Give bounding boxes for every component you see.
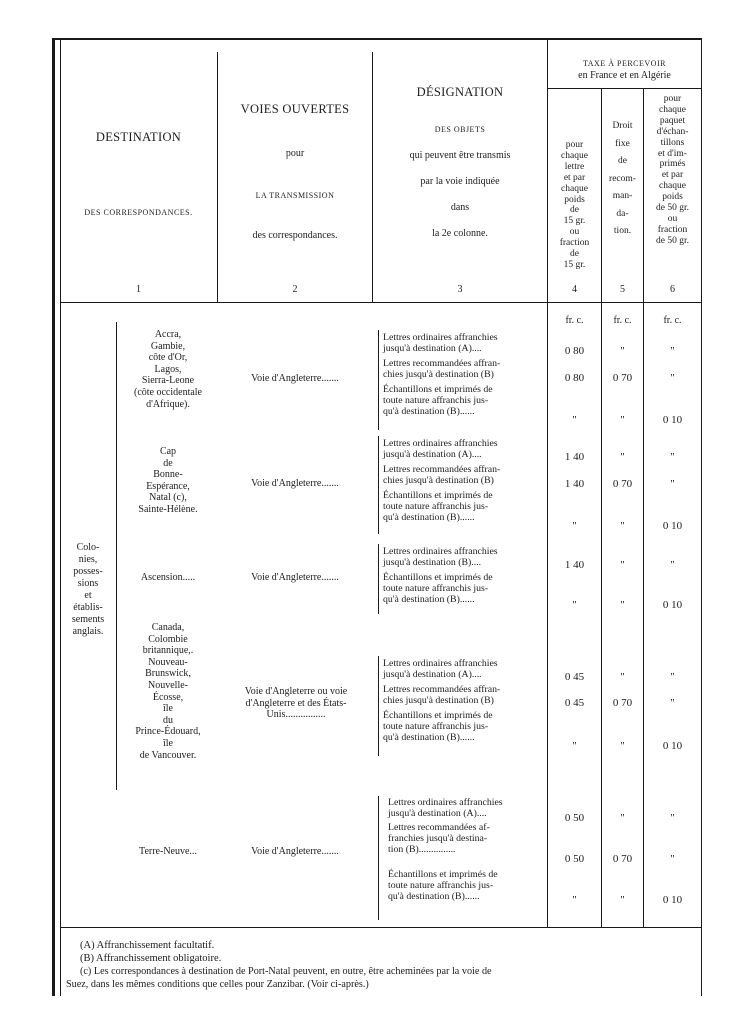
row-1-item-2-c6: " (670, 372, 675, 384)
header-col4-text: pour chaque lettre et par chaque poids de 15 gr. ou fraction de 15 gr. (559, 140, 590, 270)
header-destination-title: DESTINATION (95, 130, 182, 144)
row-5-item-2-c5: 0 70 (612, 853, 633, 865)
header-bottom-rule (60, 302, 701, 303)
row-3-item-2-c5: " (620, 599, 625, 611)
header-col-num-6: 6 (670, 284, 675, 295)
left-rule-thin (60, 38, 61, 996)
row-2-destination: Cap de Bonne- Espérance, Natal (c), Sainte-Hélène. (138, 446, 198, 515)
header-destination-sub: DES CORRESPONDANCES. (84, 208, 193, 217)
row-3-item-2-c4: " (572, 599, 577, 611)
row-4-item-2-c5: 0 70 (612, 697, 633, 709)
row-5-bracket (378, 796, 379, 920)
row-3-bracket (378, 544, 379, 614)
row-1-voie: Voie d'Angleterre....... (251, 373, 339, 384)
row-2-item-1-text: Lettres ordinaires affranchies jusqu'à destination (A).... (383, 438, 498, 461)
row-5-item-1-text: Lettres ordinaires affranchies jusqu'à destination (A).... (388, 797, 503, 820)
row-2-bracket (378, 436, 379, 534)
row-5-voie: Voie d'Angleterre....... (251, 846, 339, 857)
header-col-num-4: 4 (572, 284, 577, 295)
row-2-voie: Voie d'Angleterre....... (251, 478, 339, 489)
row-1-item-2-text: Lettres recommandées affran- chies jusqu'à destination (B) (383, 358, 501, 381)
row-1-item-1-c4: 0 80 (564, 345, 585, 357)
row-4-bracket (378, 656, 379, 756)
row-4-item-1-c6: " (670, 671, 675, 683)
footnote-c-line1: (c) Les correspondances à destination de Port-Natal peuvent, en outre, être acheminées par la voie de (80, 966, 492, 977)
header-voies-line4: des correspondances. (252, 230, 338, 241)
row-5-item-2-c6: " (670, 853, 675, 865)
row-1-item-1-text: Lettres ordinaires affranchies jusqu'à destination (A).... (383, 332, 498, 355)
row-1-item-2-c4: 0 80 (564, 372, 585, 384)
row-3-voie: Voie d'Angleterre....... (251, 572, 339, 583)
row-5-item-3-c5: " (620, 894, 625, 906)
row-4-item-1-c5: " (620, 671, 625, 683)
row-1-item-3-c5: " (620, 414, 625, 426)
row-4-item-3-text: Échantillons et imprimés de toute nature affranchis jus- qu'à destination (B)...... (383, 710, 493, 744)
row-2-item-2-c5: 0 70 (612, 478, 633, 490)
footnote-c-line2: Suez, dans les mêmes conditions que celles pour Zanzibar. (Voir ci-après.) (66, 979, 369, 990)
row-2-item-3-c6: 0 10 (662, 520, 683, 532)
row-1-item-1-c6: " (670, 345, 675, 357)
row-3-item-1-c6: " (670, 559, 675, 571)
header-designation-line5: dans (450, 202, 470, 213)
row-4-item-2-c4: 0 45 (564, 697, 585, 709)
header-designation-line6: la 2e colonne. (432, 228, 488, 239)
header-col6-text: pour chaque paquet d'échan- tillons et d'im- primés et par chaque poids de 50 gr. ou fraction de 50 gr. (656, 94, 689, 246)
row-2-item-3-c5: " (620, 520, 625, 532)
row-2-item-1-c5: " (620, 451, 625, 463)
row-4-destination: Canada, Colombie britannique,. Nouveau- Brunswick, Nouvelle- Écosse, île du Prince-Édouard, île de Vancouver. (135, 622, 201, 761)
row-3-item-2-c6: 0 10 (662, 599, 683, 611)
row-1-item-3-c6: 0 10 (662, 414, 683, 426)
header-voies-line2: pour (285, 148, 305, 159)
row-1-item-3-text: Échantillons et imprimés de toute nature affranchis jus- qu'à destination (B)...... (383, 384, 493, 418)
row-5-item-1-c4: 0 50 (564, 812, 585, 824)
header-col-num-3: 3 (457, 284, 463, 295)
table-bottom-rule (60, 927, 701, 928)
row-2-item-1-c6: " (670, 451, 675, 463)
row-5-item-2-c4: 0 50 (564, 853, 585, 865)
row-4-item-2-text: Lettres recommandées affran- chies jusqu'à destination (B) (383, 684, 501, 707)
row-3-item-1-text: Lettres ordinaires affranchies jusqu'à destination (B).... (383, 546, 498, 569)
row-1-destination: Accra, Gambie, côte d'Or, Lagos, Sierra-Leone (côte occidentale d'Afrique). (133, 329, 202, 410)
row-2-item-3-text: Échantillons et imprimés de toute nature affranchis jus- qu'à destination (B)...... (383, 490, 493, 524)
header-designation-title: DÉSIGNATION (416, 85, 504, 99)
group-brace (116, 322, 117, 790)
row-4-item-3-c4: " (572, 740, 577, 752)
unit-col4: fr. c. (565, 315, 584, 326)
row-4-item-3-c5: " (620, 740, 625, 752)
top-rule (52, 38, 702, 40)
row-5-item-3-c6: 0 10 (662, 894, 683, 906)
row-3-item-1-c5: " (620, 559, 625, 571)
row-4-item-2-c6: " (670, 697, 675, 709)
header-taxe-line2: en France et en Algérie (578, 70, 671, 81)
row-3-item-1-c4: 1 40 (564, 559, 585, 571)
group-label-colonies: Colo- nies, posses- sions et établis- sements anglais. (71, 542, 105, 637)
row-5-item-2-text: Lettres recommandées af- franchies jusqu'à destina- tion (B)............... (388, 822, 490, 856)
row-2-item-1-c4: 1 40 (564, 451, 585, 463)
header-col-num-1: 1 (136, 284, 141, 295)
taxe-header-rule (548, 88, 701, 89)
unit-col6: fr. c. (663, 315, 682, 326)
header-designation-line2: DES OBJETS (434, 125, 486, 134)
header-designation-line4: par la voie indiquée (420, 176, 500, 187)
footnote-a: (A) Affranchissement facultatif. (80, 940, 215, 951)
row-5-destination: Terre-Neuve... (139, 846, 197, 857)
row-4-item-1-c4: 0 45 (564, 671, 585, 683)
row-4-voie: Voie d'Angleterre ou voie d'Angleterre et des États- Unis................ (244, 686, 348, 721)
row-1-item-1-c5: " (620, 345, 625, 357)
row-1-item-3-c4: " (572, 414, 577, 426)
row-5-item-1-c5: " (620, 812, 625, 824)
right-rule (701, 38, 702, 996)
row-2-item-2-c6: " (670, 478, 675, 490)
row-5-item-3-c4: " (572, 894, 577, 906)
header-designation-line3: qui peuvent être transmis (409, 150, 511, 161)
unit-col5: fr. c. (613, 315, 632, 326)
left-rule-thick (52, 38, 55, 996)
header-col-num-2: 2 (292, 284, 298, 295)
row-1-item-2-c5: 0 70 (612, 372, 633, 384)
row-2-item-2-text: Lettres recommandées affran- chies jusqu'à destination (B) (383, 464, 501, 487)
header-taxe-line1: TAXE À PERCEVOIR (583, 59, 666, 68)
row-3-destination: Ascension..... (140, 572, 196, 583)
row-5-item-1-c6: " (670, 812, 675, 824)
footnote-b: (B) Affranchissement obligatoire. (80, 953, 222, 964)
col-sep-1 (217, 52, 218, 302)
row-3-item-2-text: Échantillons et imprimés de toute nature affranchis jus- qu'à destination (B)...... (383, 572, 493, 606)
header-col-num-5: 5 (620, 284, 625, 295)
row-1-bracket (378, 330, 379, 430)
row-2-item-2-c4: 1 40 (564, 478, 585, 490)
row-5-item-3-text: Échantillons et imprimés de toute nature affranchis jus- qu'à destination (B)...... (388, 869, 498, 903)
header-voies-title: VOIES OUVERTES (240, 102, 350, 116)
row-4-item-1-text: Lettres ordinaires affranchies jusqu'à destination (A).... (383, 658, 498, 681)
row-4-item-3-c6: 0 10 (662, 740, 683, 752)
header-col5-text: Droit fixe de recom- man- da- tion. (609, 121, 636, 236)
header-voies-line3: LA TRANSMISSION (255, 191, 335, 200)
row-2-item-3-c4: " (572, 520, 577, 532)
